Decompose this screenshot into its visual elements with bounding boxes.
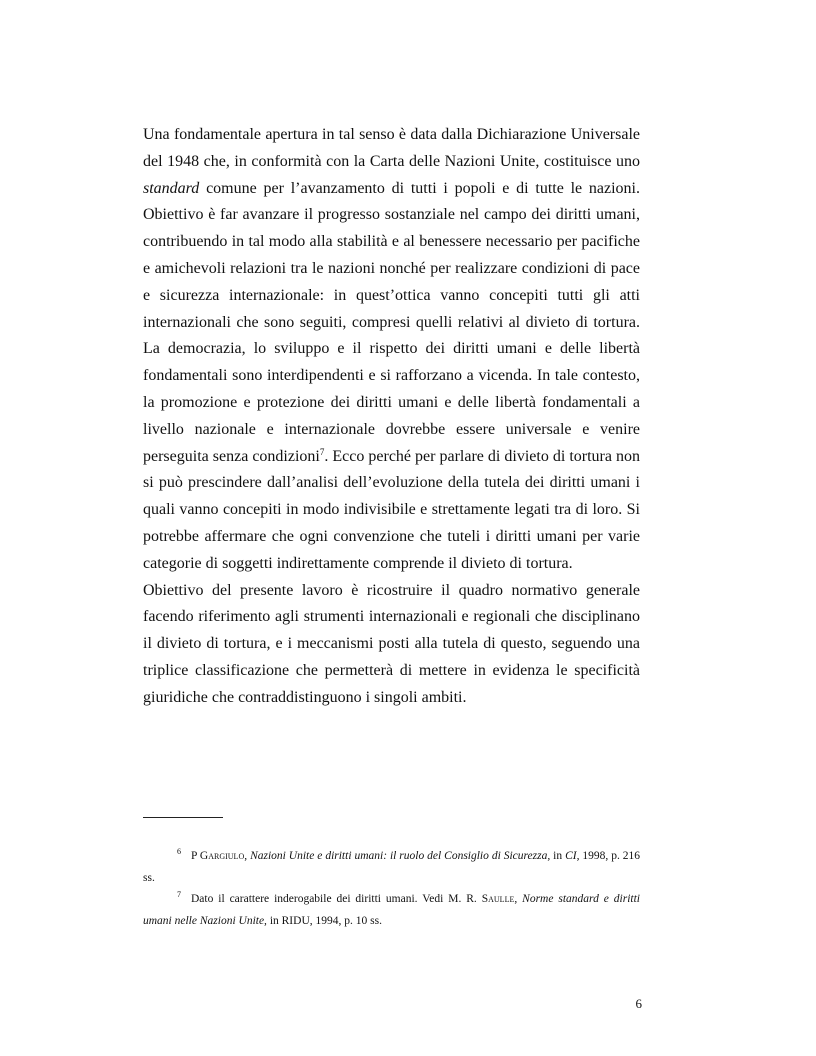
footnote-7-text-c: in RIDU, 1994, p. 10 ss.: [266, 914, 382, 927]
footnote-6-author-name: Gargiulo: [199, 850, 245, 862]
footnote-6: [143, 846, 640, 889]
paragraph-1: [143, 122, 640, 578]
paragraph-1-text-c: . Ecco perché per parlare di divieto di tortura non si può prescindere dall’analisi dell’evoluzione della tutela dei diritti umani i quali vanno concepiti in modo indivisibile e strettamente legati tra di loro. Si potrebbe affermare che ogni convenzione che tuteli i diritti umani per varie categorie di soggetti indirettamente comprende il divieto di tortura.: [143, 447, 641, 572]
footnote-reference-7: 7: [319, 446, 325, 457]
footnote-6-text-b: in: [550, 850, 566, 862]
footnote-7-title: Norme standard e diritti umani nelle Nazioni Unite,: [143, 893, 640, 927]
footnotes: [143, 846, 640, 932]
footnote-7-author-name: Saulle: [481, 893, 515, 905]
footnote-7-text-a: Dato il carattere inderogabile dei diritti umani. Vedi M. R.: [191, 893, 482, 905]
footnote-6-author-initial: P: [191, 850, 200, 862]
main-text: [143, 122, 640, 712]
page-number: 6: [635, 996, 642, 1011]
footnote-6-text-a: ,: [244, 850, 251, 862]
paragraph-2: Obiettivo del presente lavoro è ricostruire il quadro normativo generale facendo riferimento agli strumenti internazionali e regionali che disciplinano il divieto di tortura, e i meccanismi posti alla tutela di questo, seguendo una triplice classificazione che permetterà di mettere in evidenza le specificità giuridiche che contraddistinguono i singoli ambiti.: [143, 581, 640, 706]
footnote-6-journal: CI,: [565, 850, 580, 862]
footnote-7-text-b: ,: [514, 893, 523, 905]
footnote-7: [143, 889, 640, 932]
footnote-separator: [143, 817, 223, 818]
footnote-6-text-c: 1998, p. 216 ss.: [143, 850, 641, 884]
paragraph-1-italic-term: standard: [143, 179, 200, 197]
footnote-6-number: 6: [177, 847, 181, 856]
footnote-7-number: 7: [177, 890, 181, 899]
footnote-6-title: Nazioni Unite e diritti umani: il ruolo del Consiglio di Sicurezza,: [250, 850, 551, 862]
paragraph-1-text-a: Una fondamentale apertura in tal senso è data dalla Dichiarazione Universale del 1948 che, in conformità con la Carta delle Nazioni Unite, costituisce uno: [143, 126, 640, 170]
paragraph-1-text-b: comune per l’avanzamento di tutti i popoli e di tutte le nazioni. Obiettivo è far avanzare il progresso sostanziale nel campo dei diritti umani, contribuendo in tal modo alla stabilità e al benessere necessario per pacifiche e amichevoli relazioni tra le nazioni nonché per realizzare condizioni di pace e sicurezza internazionale: in quest’ottica vanno concepiti tutti gli atti internazionali che sono seguiti, compresi quelli relativi al divieto di tortura. La democrazia, lo sviluppo e il rispetto dei diritti umani e delle libertà fondamentali sono interdipendenti e si rafforzano a vicenda. In tale contesto, la promozione e protezione dei diritti umani e delle libertà fondamentali a livello nazionale e internazionale dovrebbe essere universale e venire perseguita senza condizioni: [143, 179, 640, 465]
